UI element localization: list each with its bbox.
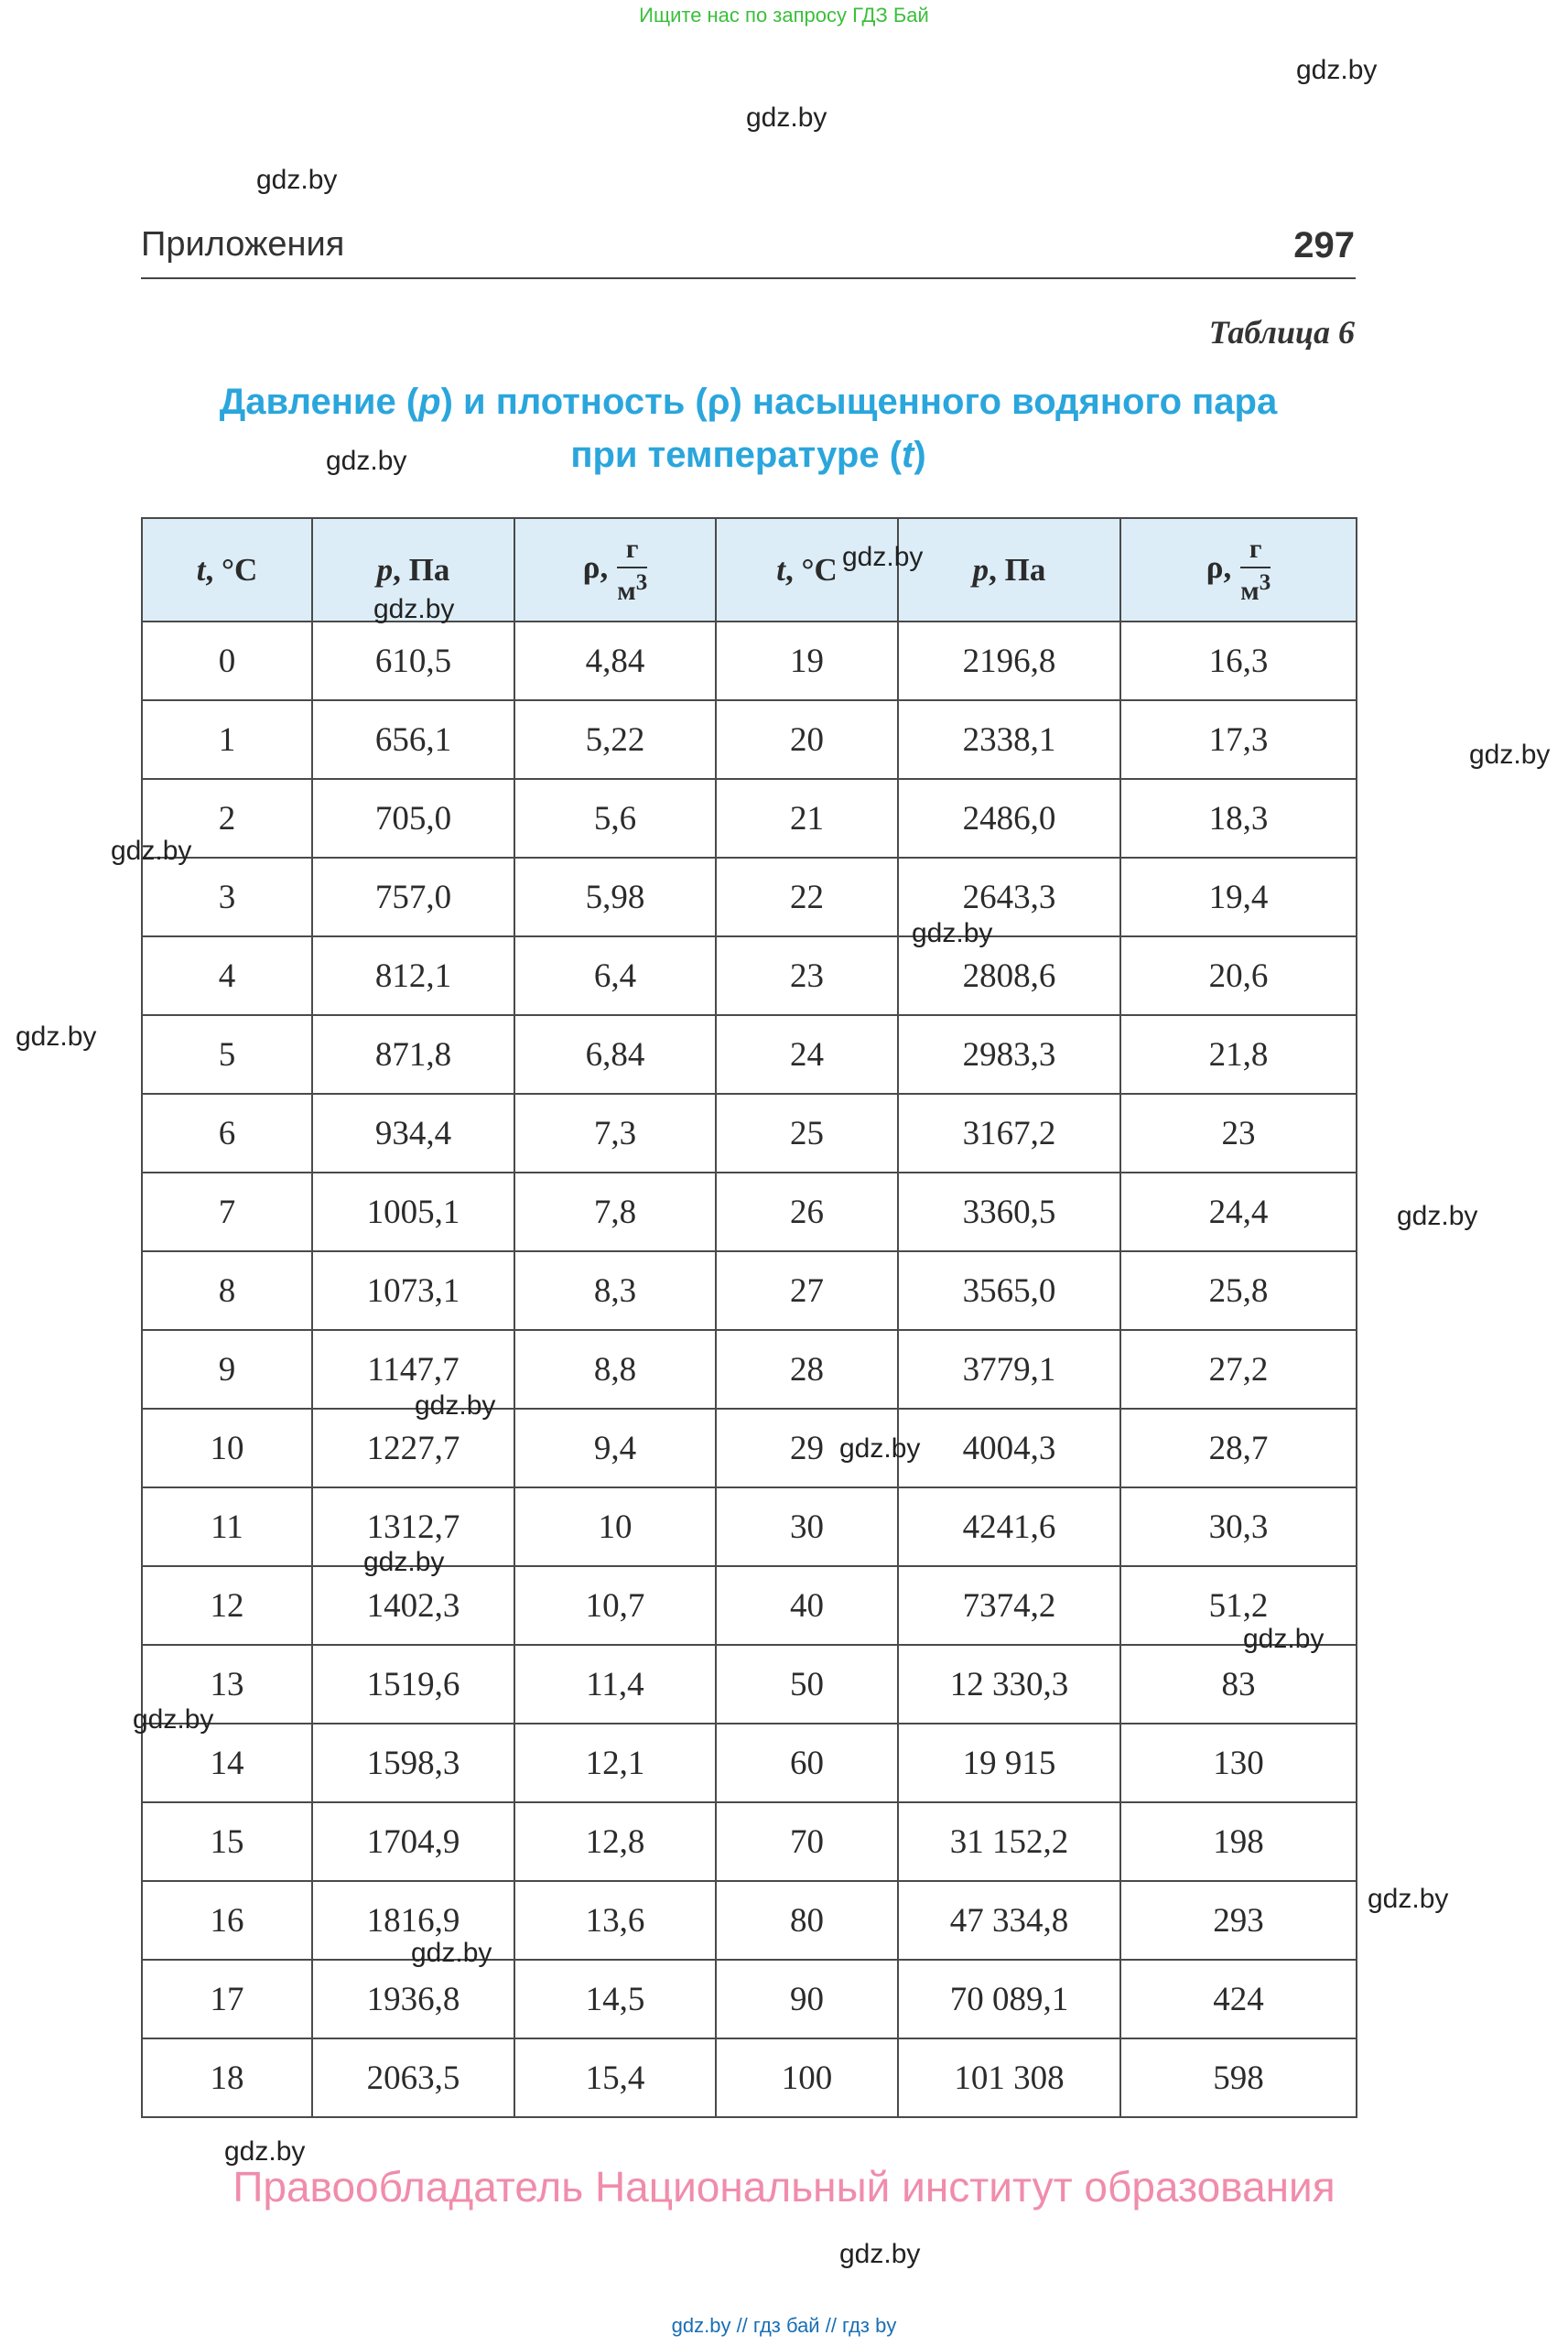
table-cell: 30 [716, 1487, 898, 1566]
table-cell: 610,5 [312, 622, 514, 700]
table-cell: 14,5 [514, 1960, 716, 2038]
table-cell: 8,8 [514, 1330, 716, 1409]
table-cell: 6,4 [514, 936, 716, 1015]
table-cell: 19,4 [1120, 858, 1357, 936]
watermark-text[interactable]: gdz.by [256, 165, 338, 195]
table-cell: 3779,1 [898, 1330, 1120, 1409]
table-cell: 23 [716, 936, 898, 1015]
table-cell: 19 915 [898, 1724, 1120, 1802]
table-cell: 30,3 [1120, 1487, 1357, 1566]
table-title [141, 375, 1356, 481]
table-cell: 21,8 [1120, 1015, 1357, 1094]
table-cell: 3 [142, 858, 312, 936]
table-cell: 6 [142, 1094, 312, 1173]
watermark-text[interactable]: gdz.by [1469, 740, 1551, 770]
table-cell: 22 [716, 858, 898, 936]
table-cell: 11,4 [514, 1645, 716, 1724]
table-cell: 50 [716, 1645, 898, 1724]
table-cell: 8,3 [514, 1251, 716, 1330]
table-cell: 757,0 [312, 858, 514, 936]
table-row [142, 1094, 1357, 1173]
watermark-text[interactable]: gdz.by [1368, 1884, 1449, 1914]
table-row [142, 936, 1357, 1015]
table-cell: 27 [716, 1251, 898, 1330]
table-cell: 12 [142, 1566, 312, 1645]
page-number: 297 [1293, 225, 1355, 265]
table-cell: 4,84 [514, 622, 716, 700]
table-cell: 10 [142, 1409, 312, 1487]
table-cell: 27,2 [1120, 1330, 1357, 1409]
watermark-text[interactable]: gdz.by [1296, 55, 1378, 85]
table-cell: 4004,3 [898, 1409, 1120, 1487]
table-cell: 705,0 [312, 779, 514, 858]
table-row [142, 2038, 1357, 2117]
table-cell: 7374,2 [898, 1566, 1120, 1645]
table-cell: 9,4 [514, 1409, 716, 1487]
watermark-text[interactable]: gdz.by [326, 446, 407, 476]
table-cell: 1936,8 [312, 1960, 514, 2038]
table-cell: 5,22 [514, 700, 716, 779]
table-cell: 2486,0 [898, 779, 1120, 858]
table-row [142, 622, 1357, 700]
table-row [142, 1566, 1357, 1645]
table-row [142, 1487, 1357, 1566]
table-cell: 1312,7 [312, 1487, 514, 1566]
table-cell: 5,98 [514, 858, 716, 936]
table-row [142, 858, 1357, 936]
table-cell: 26 [716, 1173, 898, 1251]
watermark-text[interactable]: gdz.by [16, 1022, 97, 1052]
table-cell: 1704,9 [312, 1802, 514, 1881]
table-cell: 130 [1120, 1724, 1357, 1802]
table-cell: 70 089,1 [898, 1960, 1120, 2038]
table-cell: 51,2 [1120, 1566, 1357, 1645]
table-cell: 2808,6 [898, 936, 1120, 1015]
table-cell: 8 [142, 1251, 312, 1330]
watermark-text[interactable]: gdz.by [363, 1547, 445, 1577]
table-cell: 11 [142, 1487, 312, 1566]
table-cell: 4241,6 [898, 1487, 1120, 1566]
watermark-text[interactable]: gdz.by [842, 542, 924, 572]
table-cell: 83 [1120, 1645, 1357, 1724]
table-cell: 9 [142, 1330, 312, 1409]
watermark-text[interactable]: gdz.by [1243, 1624, 1325, 1654]
table-cell: 90 [716, 1960, 898, 2038]
table-cell: 293 [1120, 1881, 1357, 1960]
table-cell: 16 [142, 1881, 312, 1960]
watermark-text[interactable]: gdz.by [1397, 1201, 1478, 1231]
table-cell: 1598,3 [312, 1724, 514, 1802]
table-cell: 598 [1120, 2038, 1357, 2117]
table-cell: 21 [716, 779, 898, 858]
watermark-text[interactable]: gdz.by [839, 1433, 921, 1464]
table-cell: 40 [716, 1566, 898, 1645]
header-pressure-2: p, Па [898, 518, 1120, 622]
table-row [142, 1173, 1357, 1251]
table-cell: 60 [716, 1724, 898, 1802]
watermark-text[interactable]: gdz.by [912, 918, 993, 948]
table-cell: 16,3 [1120, 622, 1357, 700]
table-cell: 6,84 [514, 1015, 716, 1094]
table-cell: 1519,6 [312, 1645, 514, 1724]
watermark-text[interactable]: gdz.by [746, 103, 827, 133]
table-cell: 2063,5 [312, 2038, 514, 2117]
top-banner[interactable]: Ищите нас по запросу ГДЗ Бай [639, 4, 929, 27]
table-cell: 4 [142, 936, 312, 1015]
table-cell: 2643,3 [898, 858, 1120, 936]
table-row [142, 1645, 1357, 1724]
table-cell: 424 [1120, 1960, 1357, 2038]
table-cell: 13,6 [514, 1881, 716, 1960]
table-cell: 101 308 [898, 2038, 1120, 2117]
table-cell: 15 [142, 1802, 312, 1881]
table-row [142, 700, 1357, 779]
saturated-vapor-table [141, 517, 1357, 2118]
title-line-2: при температуре (t) [570, 435, 926, 475]
table-row [142, 1251, 1357, 1330]
running-head: Приложения [141, 225, 345, 264]
table-cell: 871,8 [312, 1015, 514, 1094]
header-pressure: p, Па [312, 518, 514, 622]
title-line-1: Давление (p) и плотность (ρ) насыщенного водяного пара [219, 382, 1278, 422]
table-cell: 28,7 [1120, 1409, 1357, 1487]
watermark-text[interactable]: gdz.by [411, 1938, 492, 1968]
header-rule [141, 277, 1356, 279]
table-body [142, 622, 1357, 2117]
table-cell: 24,4 [1120, 1173, 1357, 1251]
table-row [142, 779, 1357, 858]
table-cell: 10,7 [514, 1566, 716, 1645]
header-density: ρ, $\frac{г}{м^3}$ [514, 518, 716, 622]
table-cell: 934,4 [312, 1094, 514, 1173]
watermark-text[interactable]: gdz.by [133, 1704, 214, 1735]
table-cell: 812,1 [312, 936, 514, 1015]
table-cell: 100 [716, 2038, 898, 2117]
table-cell: 7,3 [514, 1094, 716, 1173]
table-cell: 7,8 [514, 1173, 716, 1251]
table-cell: 3360,5 [898, 1173, 1120, 1251]
header-temperature: t, °C [142, 518, 312, 622]
table-cell: 5 [142, 1015, 312, 1094]
table-cell: 23 [1120, 1094, 1357, 1173]
table-cell: 20,6 [1120, 936, 1357, 1015]
table-cell: 18,3 [1120, 779, 1357, 858]
table-cell: 1073,1 [312, 1251, 514, 1330]
table-label: Таблица 6 [1208, 314, 1355, 351]
table-row [142, 1330, 1357, 1409]
table-cell: 14 [142, 1724, 312, 1802]
header-temperature-2: t, °C [716, 518, 898, 622]
table-cell: 19 [716, 622, 898, 700]
watermark-text[interactable]: gdz.by [415, 1390, 496, 1421]
table-cell: 29 [716, 1409, 898, 1487]
table-cell: 1005,1 [312, 1173, 514, 1251]
table-cell: 1816,9 [312, 1881, 514, 1960]
table-cell: 18 [142, 2038, 312, 2117]
watermark-text[interactable]: gdz.by [111, 836, 192, 866]
table-cell: 2 [142, 779, 312, 858]
watermark-text[interactable]: gdz.by [839, 2239, 921, 2269]
watermark-text[interactable]: gdz.by [373, 594, 455, 624]
table-cell: 20 [716, 700, 898, 779]
table-cell: 70 [716, 1802, 898, 1881]
table-cell: 25,8 [1120, 1251, 1357, 1330]
table-cell: 198 [1120, 1802, 1357, 1881]
table-cell: 80 [716, 1881, 898, 1960]
table-cell: 13 [142, 1645, 312, 1724]
table-cell: 10 [514, 1487, 716, 1566]
table-cell: 17 [142, 1960, 312, 2038]
table-cell: 2338,1 [898, 700, 1120, 779]
table-row [142, 1802, 1357, 1881]
table-cell: 1 [142, 700, 312, 779]
copyright-footer: Правообладатель Национальный институт образования [232, 2163, 1336, 2211]
table-cell: 15,4 [514, 2038, 716, 2117]
table-cell: 28 [716, 1330, 898, 1409]
table-cell: 3167,2 [898, 1094, 1120, 1173]
table-cell: 47 334,8 [898, 1881, 1120, 1960]
header-density-2: ρ, $\frac{г}{м^3}$ [1120, 518, 1357, 622]
table-cell: 5,6 [514, 779, 716, 858]
table-cell: 1147,7 [312, 1330, 514, 1409]
table-cell: 12,8 [514, 1802, 716, 1881]
table-cell: 2983,3 [898, 1015, 1120, 1094]
table-cell: 1227,7 [312, 1409, 514, 1487]
table-cell: 7 [142, 1173, 312, 1251]
table-cell: 24 [716, 1015, 898, 1094]
table-header-row [142, 518, 1357, 622]
table-cell: 12 330,3 [898, 1645, 1120, 1724]
table-row [142, 1015, 1357, 1094]
table-row [142, 1409, 1357, 1487]
watermark-text[interactable]: gdz.by [224, 2136, 306, 2167]
table-cell: 31 152,2 [898, 1802, 1120, 1881]
table-cell: 0 [142, 622, 312, 700]
table-row [142, 1881, 1357, 1960]
table-row [142, 1724, 1357, 1802]
table-cell: 3565,0 [898, 1251, 1120, 1330]
table-cell: 12,1 [514, 1724, 716, 1802]
table-cell: 656,1 [312, 700, 514, 779]
bottom-links[interactable]: gdz.by // гдз бай // гдз by [671, 2314, 897, 2337]
table-row [142, 1960, 1357, 2038]
table-cell: 17,3 [1120, 700, 1357, 779]
table-cell: 2196,8 [898, 622, 1120, 700]
table-cell: 1402,3 [312, 1566, 514, 1645]
table-cell: 25 [716, 1094, 898, 1173]
